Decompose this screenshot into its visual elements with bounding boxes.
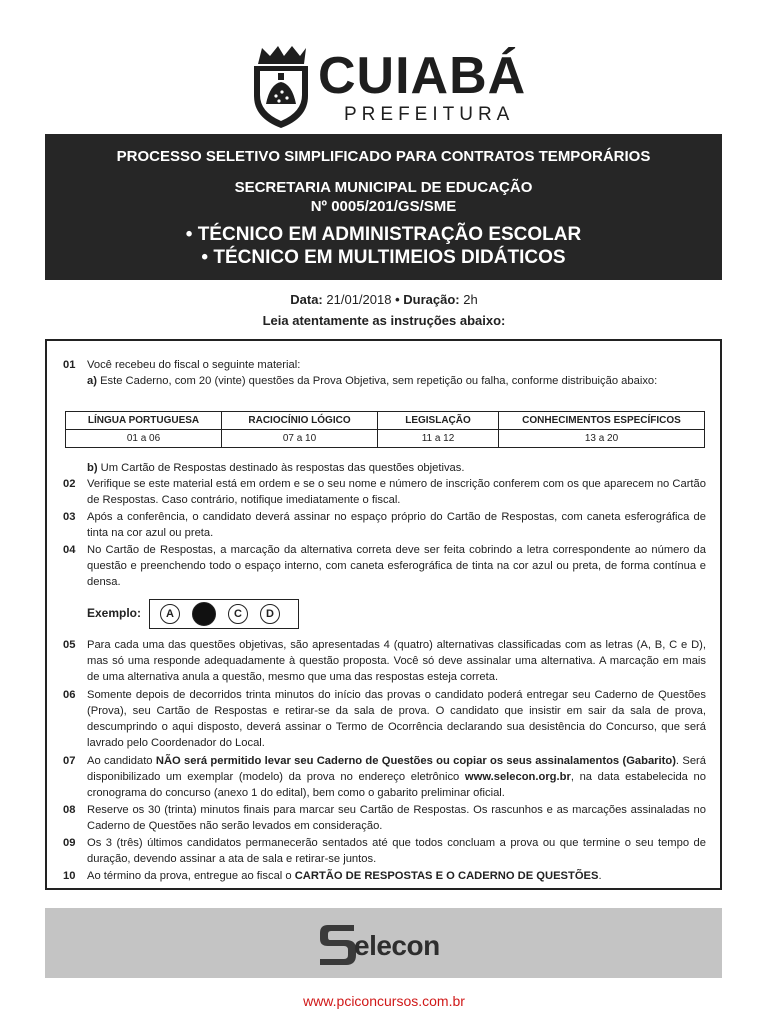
instruction-number: 04 (63, 544, 76, 556)
table-cell: 13 a 20 (499, 430, 705, 448)
instruction-text: Os 3 (três) últimos candidatos permanecerão sentados até que todos concluam a prova ou que termine o seu tempo de duração, devendo assinar a ata de sala e retirar-se juntos. (87, 837, 706, 865)
selecon-logo-text: elecon (354, 930, 440, 961)
example-label: Exemplo: (87, 606, 142, 620)
read-instructions: Leia atentamente as instruções abaixo: (262, 313, 506, 328)
city-subtitle: PREFEITURA (344, 104, 515, 125)
instruction-number: 10 (63, 870, 76, 882)
option-a-bubble: A (160, 604, 180, 624)
instruction-bold: NÃO será permitido levar seu Caderno de Questões ou copiar os seus assinalamentos (Gabarito) (155, 755, 676, 767)
instructions-box (45, 339, 722, 890)
instruction-10 (63, 868, 706, 884)
position-2: • TÉCNICO EM MULTIMEIOS DIDÁTICOS (201, 247, 566, 268)
instruction-01-b (63, 460, 706, 476)
instruction-06 (63, 687, 706, 751)
instruction-08 (63, 802, 706, 834)
secretariat-title: SECRETARIA MUNICIPAL DE EDUCAÇÃO (234, 179, 533, 196)
source-url[interactable]: www.pciconcursos.com.br (303, 993, 465, 1009)
city-name: CUIABÁ (318, 47, 527, 105)
example-answer-row (149, 599, 299, 629)
exam-header (45, 134, 722, 280)
edict-number: Nº 0005/201/GS/SME (310, 198, 457, 215)
table-header: LEGISLAÇÃO (378, 412, 499, 430)
date-label: Data: (290, 292, 323, 307)
instruction-text: , na data estabelecida no cronograma do concurso (anexo 1 do edital), bem como o gabarito preliminar oficial. (87, 771, 706, 799)
instruction-text: Reserve os 30 (trinta) minutos finais para marcar seu Cartão de Respostas. Os rascunhos e as marcações assinaladas no Caderno de Questões não serão levados em consideração. (87, 804, 706, 832)
duration-label: Duração: (403, 292, 460, 307)
question-distribution-table (65, 411, 705, 448)
item-a-label: a) (87, 375, 97, 387)
coat-of-arms-icon (248, 44, 314, 130)
instruction-number: 05 (63, 639, 76, 651)
selecon-website: www.selecon.org.br (464, 771, 571, 783)
selecon-banner (45, 908, 722, 978)
option-c-bubble: C (228, 604, 248, 624)
item-b-label: b) (87, 462, 98, 474)
instruction-05 (63, 637, 706, 685)
instruction-number: 02 (63, 478, 76, 490)
exam-date-line (0, 292, 768, 307)
table-cell: 01 a 06 (66, 430, 222, 448)
instruction-text: . Será disponibilizado um exemplar (modelo) da prova no endereço eletrônico (87, 755, 706, 783)
table-header: RACIOCÍNIO LÓGICO (222, 412, 378, 430)
instruction-number: 08 (63, 804, 76, 816)
table-row (66, 430, 705, 448)
date-value: 21/01/2018 (326, 292, 392, 307)
instruction-bold: CARTÃO DE RESPOSTAS E O CADERNO DE QUESTÕES (294, 870, 599, 882)
instruction-03 (63, 509, 706, 541)
prefeitura-logo (248, 44, 527, 130)
item-b-text: Um Cartão de Respostas destinado às respostas das questões objetivas. (100, 462, 465, 474)
option-b-bubble-filled (192, 602, 216, 626)
instruction-07 (63, 753, 706, 801)
instruction-01 (63, 357, 706, 389)
duration-value: 2h (463, 292, 478, 307)
instruction-number: 03 (63, 511, 76, 523)
table-cell: 11 a 12 (378, 430, 499, 448)
instruction-number: 07 (63, 755, 76, 767)
instruction-04 (63, 542, 706, 590)
instruction-text: Para cada uma das questões objetivas, são apresentadas 4 (quatro) alternativas classificadas com as letras (A, B, C e D), mas só uma responde adequadamente à questão proposta. Você só deve assinalar uma alternativa. A marcação em mais de uma alternativa anula a questão, mesmo que uma das respostas esteja correta. (87, 639, 706, 683)
option-d-bubble: D (260, 604, 280, 624)
position-1: • TÉCNICO EM ADMINISTRAÇÃO ESCOLAR (185, 224, 582, 245)
instruction-text: Você recebeu do fiscal o seguinte material: (87, 359, 301, 371)
instruction-text: Ao término da prova, entregue ao fiscal o (87, 870, 295, 882)
instruction-number: 09 (63, 837, 76, 849)
table-header: LÍNGUA PORTUGUESA (66, 412, 222, 430)
table-header-row (66, 412, 705, 430)
process-title: PROCESSO SELETIVO SIMPLIFICADO PARA CONTRATOS TEMPORÁRIOS (116, 148, 651, 165)
instruction-number: 06 (63, 689, 76, 701)
instruction-text: Após a conferência, o candidato deverá assinar no espaço próprio do Cartão de Respostas, com caneta esferográfica de tinta na cor azul ou preta. (87, 511, 706, 539)
separator: • (395, 292, 400, 307)
table-cell: 07 a 10 (222, 430, 378, 448)
instruction-text: Verifique se este material está em ordem e se o seu nome e número de inscrição conferem com os que aparecem no Cartão de Respostas. Caso contrário, notifique imediatamente o fiscal. (87, 478, 706, 506)
instruction-number: 01 (63, 359, 76, 371)
item-a-text: Este Caderno, com 20 (vinte) questões da Prova Objetiva, sem repetição ou falha, conforme distribuição abaixo: (100, 375, 658, 387)
instruction-text: Ao candidato (87, 755, 156, 767)
instruction-02 (63, 476, 706, 508)
instruction-text: Somente depois de decorridos trinta minutos do início das provas o candidato poderá entregar seu Caderno de Questões (Prova), seu Cartão de Respostas e retirar-se da sala de prova. O candidato que insistir em sair da sala de prova, descumprindo o aqui disposto, deverá assinar o Termo de Ocorrência declarando sua desistência do Concurso, que será lavrado pelo Coordenador do Local. (87, 689, 706, 749)
table-header: CONHECIMENTOS ESPECÍFICOS (499, 412, 705, 430)
instruction-text: . (598, 870, 602, 882)
instruction-text: No Cartão de Respostas, a marcação da alternativa correta deve ser feita cobrindo a letra correspondente ao número da questão e preenchendo todo o espaço interno, com caneta esferográfica de tinta na cor azul ou preta, de forma contínua e densa. (87, 544, 706, 588)
instruction-09 (63, 835, 706, 867)
selecon-s-logo-icon (316, 919, 358, 969)
